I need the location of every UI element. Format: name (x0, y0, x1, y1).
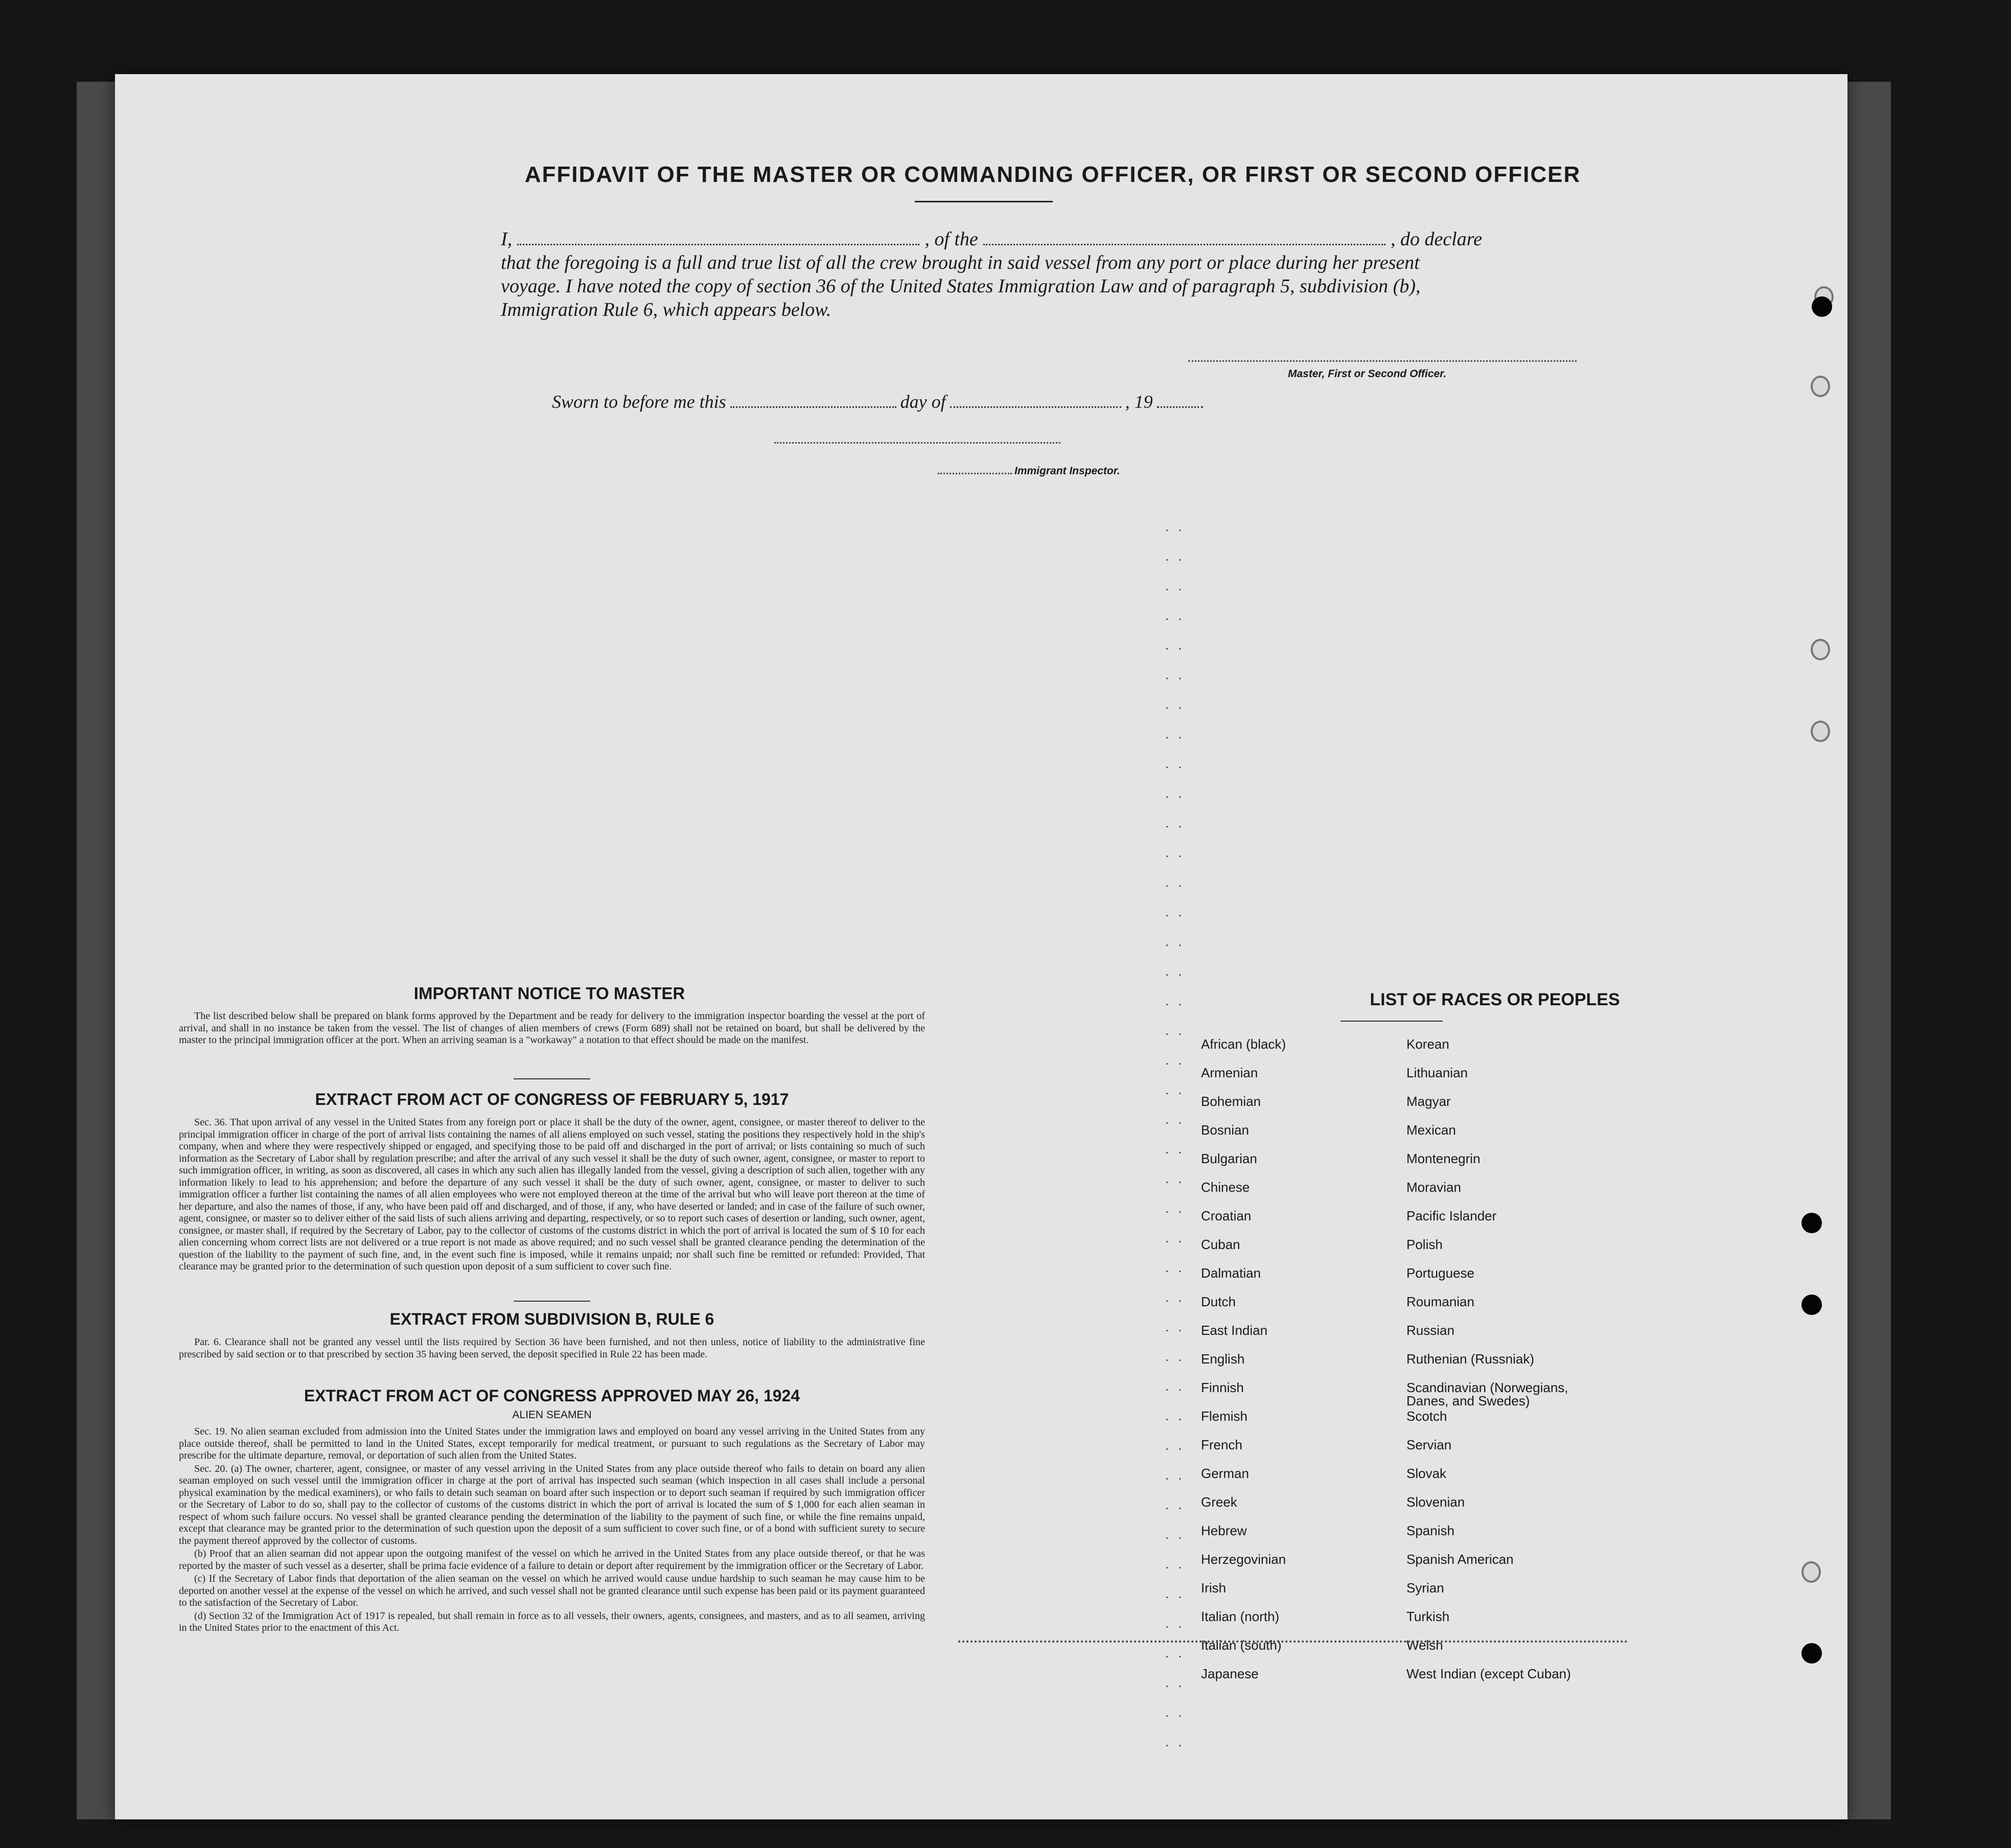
binder-hole (1811, 721, 1830, 742)
races-divider (1340, 1021, 1443, 1022)
act-1917-text (179, 1117, 925, 1274)
sworn-day-of: day of (900, 391, 946, 412)
title-divider (915, 201, 1053, 202)
race-item: Dalmatian (1201, 1265, 1261, 1281)
decl-line-4: Immigration Rule 6, which appears below. (501, 299, 831, 320)
bottom-dotted-line (958, 1641, 1628, 1643)
decl-line-3: voyage. I have noted the copy of section 36 of the United States Immigration Law and of paragraph 5, subdivision (b), (501, 275, 1421, 297)
sec-20a-paragraph: Sec. 20. (a) The owner, charterer, agent, consignee, or master of any vessel arriving in the United States from any place outside thereof who fails to detain on board any alien seaman employed on such vessel until the immigration officer in charge at the port of arrival has inspected such seaman (which inspection in all cases shall include a personal physical examination by the medical examiners), or who fails to detain such seaman on board after such inspection or to deport such seaman if required by such immigration officer or the Secretary of Labor to do so, shall pay to the collector of customs of the customs district in which the port of arrival is located the sum of $ 1,000 for each alien seaman in respect of whom such failure occurs. No vessel shall be granted clearance pending the determination of the liability to the payment of such fine, or while the fine remains unpaid, except that clearance may be granted prior to the determination of such question upon the deposit of a sum sufficient to cover such fine, or of a bond with sufficient surety to secure the payment thereof approved by the collector of customs. (179, 1463, 925, 1546)
race-item: Montenegrin (1406, 1151, 1481, 1166)
race-item: Slovenian (1406, 1494, 1465, 1510)
inspector-caption-leader (938, 473, 1012, 474)
decl-do-declare: , do declare (1390, 228, 1482, 250)
race-item: Finnish (1201, 1380, 1244, 1395)
race-item: Flemish (1201, 1408, 1248, 1424)
act-1924-text (179, 1426, 925, 1635)
race-item: Bohemian (1201, 1094, 1261, 1109)
act-1917-heading: EXTRACT FROM ACT OF CONGRESS OF FEBRUARY 5, 1917 (315, 1090, 789, 1108)
sec-20b-paragraph: (b) Proof that an alien seaman did not appear upon the outgoing manifest of the vessel on which he arrived in the United States from any place outside thereof, or that he was reported by the master of such vessel as a deserter, shall be prima facie evidence of a failure to detain or deport after requirement by the immigration officer or the Secretary of Labor. (179, 1548, 925, 1572)
race-item: Turkish (1406, 1609, 1450, 1624)
inspector-caption: Immigrant Inspector. (1014, 465, 1120, 477)
race-item: Cuban (1201, 1237, 1240, 1252)
race-item: Spanish American (1406, 1552, 1514, 1567)
name-blank[interactable] (517, 228, 919, 245)
races-heading: LIST OF RACES OR PEOPLES (1370, 990, 1620, 1009)
master-caption: Master, First or Second Officer. (1288, 368, 1447, 380)
race-item: Bosnian (1201, 1122, 1249, 1138)
race-item: Russian (1406, 1323, 1454, 1338)
race-item: Mexican (1406, 1122, 1456, 1138)
race-item: Lithuanian (1406, 1065, 1468, 1080)
inspector-signature-line[interactable] (774, 442, 1060, 444)
races-left-column (1201, 1037, 1286, 1696)
race-item: Croatian (1201, 1208, 1252, 1223)
race-item: Korean (1406, 1036, 1449, 1052)
race-item: Welsh (1406, 1637, 1443, 1653)
race-item: Scotch (1406, 1408, 1447, 1424)
binder-hole (1801, 1643, 1822, 1664)
binder-hole (1801, 1295, 1822, 1315)
divider-2 (514, 1301, 590, 1302)
race-item: Armenian (1201, 1065, 1258, 1080)
sworn-prefix: Sworn to before me this (552, 391, 726, 412)
race-item: Magyar (1406, 1094, 1451, 1109)
race-item: Scandinavian (Norwegians, Danes, and Swedes) (1406, 1380, 1568, 1408)
races-right-column (1406, 1037, 1571, 1696)
par-6-paragraph: Par. 6. Clearance shall not be granted any vessel until the lists required by Section 36 have been furnished, and not then unless, notice of liability to the administrative fine prescribed by said section or to that prescribed by section 35 having been served, the deposit specified in Rule 22 has been made. (179, 1336, 925, 1360)
notice-heading: IMPORTANT NOTICE TO MASTER (413, 984, 685, 1003)
race-item: Servian (1406, 1437, 1452, 1452)
race-item: Polish (1406, 1237, 1443, 1252)
race-item: Ruthenian (Russniak) (1406, 1351, 1535, 1367)
race-item: Spanish (1406, 1523, 1454, 1538)
race-item: Bulgarian (1201, 1151, 1257, 1166)
notice-text (179, 1010, 925, 1048)
race-item: French (1201, 1437, 1242, 1452)
divider-1 (514, 1078, 590, 1079)
sworn-month-blank[interactable] (950, 392, 1121, 408)
bleed-through-dots: .. .. .. .. .. .. .. .. .. .. .. .. .. .. .. .. .. .. .. .. .. .. .. .. .. .. .. .. .. .. .. .. .. .. .. .. .. .. .. .. .. .. (1165, 519, 1191, 1749)
binder-hole (1801, 1213, 1822, 1233)
race-item: German (1201, 1466, 1249, 1481)
affidavit-title: AFFIDAVIT OF THE MASTER OR COMMANDING OFFICER, OR FIRST OR SECOND OFFICER (524, 162, 1581, 187)
race-item: Syrian (1406, 1580, 1444, 1596)
race-item: Dutch (1201, 1294, 1236, 1309)
sworn-line (552, 391, 1207, 412)
declaration-paragraph (501, 227, 1482, 321)
sec-19-paragraph: Sec. 19. No alien seaman excluded from admission into the United States under the immigration laws and employed on board any vessel arriving in the United States from any place outside thereof, shall be permitted to land in the United States, except temporarily for medical treatment, or pursuant to such regulations as the Secretary of Labor may prescribe for the ultimate departure, removal, or deportation of such alien from the United States. (179, 1426, 925, 1461)
race-item: Chinese (1201, 1180, 1250, 1195)
race-item: Slovak (1406, 1466, 1447, 1481)
sec-20d-paragraph: (d) Section 32 of the Immigration Act of 1917 is repealed, but shall remain in force as to all vessels, their owners, agents, consignees, and masters, and as to all seamen, arriving in the United States prior to the enactment of this Act. (179, 1610, 925, 1633)
decl-i: I, (501, 228, 513, 250)
race-item: Roumanian (1406, 1294, 1474, 1309)
binder-hole (1811, 376, 1830, 397)
binder-hole (1811, 639, 1830, 660)
race-item: East Indian (1201, 1323, 1268, 1338)
race-item: West Indian (except Cuban) (1406, 1666, 1571, 1681)
race-item: Portuguese (1406, 1265, 1474, 1281)
race-item: Italian (north) (1201, 1609, 1280, 1624)
race-item: Herzegovinian (1201, 1552, 1286, 1567)
sworn-year-blank[interactable] (1157, 392, 1203, 408)
rule-6-text (179, 1336, 925, 1361)
sec-36-paragraph: Sec. 36. That upon arrival of any vessel in the United States from any foreign port or place it shall be the duty of the owner, agent, consignee, or master thereof to deliver to the principal immigration officer in charge of the port of arrival lists containing the names of all aliens employed on such vessel, stating the positions they respectively hold in the ship's company, when and where they were respectively shipped or engaged, and specifying those to be paid off and discharged in the port of arrival; or lists containing so much of such information as the Secretary of Labor shall by regulation prescribe; and after the arrival of any such vessel it shall be the duty of such owner, agent, consignee, or master to report to such immigration officer, in writing, as soon as discovered, all cases in which any such alien has illegally landed from the vessel, giving a description of such alien, together with any information likely to lead to his apprehension; and before the departure of any such vessel it shall be the duty of such owner, agent, consignee, or master to deliver to such immigration officer a further list containing the names of all alien employees who were not employed thereon at the time of the arrival but who will leave port thereon at the time of her departure, and also the names of those, if any, who have been paid off and discharged, and of those, if any, who have deserted or landed; and in case of the failure of such owner, agent, consignee, or master so to deliver either of the said lists of such aliens arriving and departing, respectively, or so to report such cases of desertion or landing, such owner, agent, consignee, or master shall, if required by the Secretary of Labor, pay to the collector of customs of the customs district in which the port of arrival is located the sum of $ 10 for each alien concerning whom correct lists are not delivered or a true report is not made as above required; and no such vessel shall be granted clearance pending the determination of the question of the liability to the payment of such fine, and, in the event such fine is imposed, while it remains unpaid; nor shall such fine be remitted or refunded: Provided, That clearance may be granted prior to the determination of such question upon deposit of a sum sufficient to cover such fine. (179, 1117, 925, 1272)
race-item: English (1201, 1351, 1245, 1367)
race-item: Pacific Islander (1406, 1208, 1497, 1223)
notice-paragraph: The list described below shall be prepared on blank forms approved by the Department and be ready for delivery to the immigration inspector boarding the vessel at the port of arrival, and shall in no instance be taken from the vessel. The list of changes of alien members of crews (Form 689) shall not be retained on board, but shall be delivered by the master to the principal immigration officer at the port. When an arriving seaman is a "workaway" a notation to that effect should be made on the manifest. (179, 1010, 925, 1046)
race-item: African (black) (1201, 1036, 1286, 1052)
affidavit-page (115, 74, 1847, 1819)
race-item: Italian (south) (1201, 1637, 1282, 1653)
decl-line-2: that the foregoing is a full and true list of all the crew brought in said vessel from any port or place during her present (501, 252, 1420, 273)
race-item: Japanese (1201, 1666, 1259, 1681)
binder-hole (1812, 296, 1832, 317)
sec-20c-paragraph: (c) If the Secretary of Labor finds that deportation of the alien seaman on the vessel on which he arrived would cause undue hardship to such seaman he may cause him to be deported on another vessel at the expense of the vessel on which he arrived, and such vessel shall not be granted clearance until such expense has been paid or its payment guaranteed to the satisfaction of the Secretary of Labor. (179, 1573, 925, 1608)
race-item: Hebrew (1201, 1523, 1247, 1538)
rule-6-heading: EXTRACT FROM SUBDIVISION B, RULE 6 (389, 1310, 714, 1328)
race-item: Greek (1201, 1494, 1237, 1510)
act-1924-heading: EXTRACT FROM ACT OF CONGRESS APPROVED MAY 26, 1924 (304, 1387, 800, 1405)
decl-of-the: , of the (924, 228, 978, 250)
alien-seamen-subheading: ALIEN SEAMEN (512, 1409, 592, 1421)
race-item: Irish (1201, 1580, 1227, 1596)
vessel-blank[interactable] (983, 228, 1385, 245)
sworn-year: , 19 (1125, 391, 1153, 412)
binder-hole (1801, 1561, 1821, 1583)
master-signature-line[interactable] (1188, 360, 1577, 362)
sworn-day-blank[interactable] (730, 392, 896, 408)
race-item: Moravian (1406, 1180, 1461, 1195)
